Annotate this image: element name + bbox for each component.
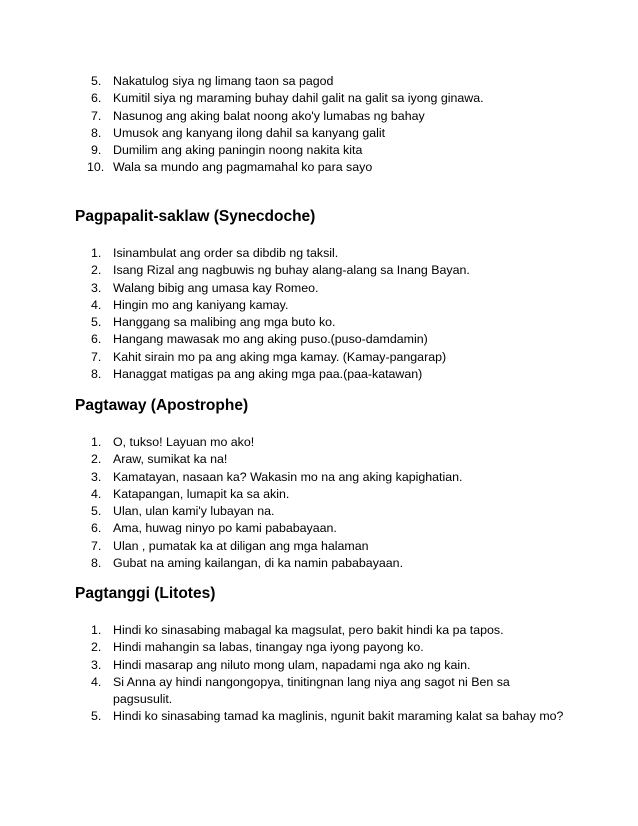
list-item xyxy=(0,142,638,159)
item-text: Isinambulat ang order sa dibdib ng taksil. xyxy=(113,246,339,260)
item-text: Ama, huwag ninyo po kami pababayaan. xyxy=(113,521,337,536)
item-text: Wala sa mundo ang pagmamahal ko para sayo xyxy=(113,160,373,175)
hyperbole-continued-list xyxy=(0,73,638,177)
litotes-list xyxy=(0,622,638,726)
item-text: Gubat na aming kailangan, di ka namin pababayaan. xyxy=(113,556,404,571)
item-text: Isang Rizal ang nagbuwis ng buhay alang-alang sa Inang Bayan. xyxy=(113,263,470,278)
list-item xyxy=(0,159,638,176)
list-item xyxy=(0,538,638,555)
item-number: 8. xyxy=(91,367,102,382)
section-heading-litotes: Pagtanggi (Litotes) xyxy=(75,585,216,602)
item-text: Walang bibig ang umasa kay Romeo. xyxy=(113,280,319,295)
item-text: Umusok ang kanyang ilong dahil sa kanyang galit xyxy=(113,125,386,140)
section-heading-synecdoche: Pagpapalit-saklaw (Synecdoche) xyxy=(75,208,316,225)
list-item xyxy=(0,245,638,262)
list-item xyxy=(0,314,638,331)
item-text: Hindi ko sinasabing tamad ka maglinis, ngunit bakit maraming kalat sa bahay mo? xyxy=(113,709,564,724)
list-item xyxy=(0,297,638,314)
list-item xyxy=(0,639,638,656)
item-number: 2. xyxy=(91,263,102,278)
list-item xyxy=(0,125,638,142)
item-text: Kahit sirain mo pa ang aking mga kamay. (Kamay-pangarap) xyxy=(113,349,447,364)
list-item xyxy=(0,349,638,366)
item-number: 7. xyxy=(91,108,102,123)
item-number: 10. xyxy=(87,160,105,175)
list-item xyxy=(0,434,638,451)
item-number: 3. xyxy=(91,657,102,672)
item-text: Nasunog ang aking balat noong ako'y lumabas ng bahay xyxy=(113,108,425,123)
list-item xyxy=(0,622,638,639)
apostrophe-list xyxy=(0,434,638,572)
item-number: 4. xyxy=(91,297,102,312)
section-heading-apostrophe: Pagtaway (Apostrophe) xyxy=(75,397,249,414)
item-number: 3. xyxy=(91,280,102,295)
list-item xyxy=(0,73,638,90)
item-text: Kumitil siya ng maraming buhay dahil galit na galit sa iyong ginawa. xyxy=(113,91,484,106)
list-item xyxy=(0,366,638,383)
item-text: Hindi mahangin sa labas, tinangay nga iyong payong ko. xyxy=(113,640,424,655)
item-number: 5. xyxy=(91,504,102,519)
item-text: Kamatayan, nasaan ka? Wakasin mo na ang aking kapighatian. xyxy=(113,469,463,484)
item-number: 1. xyxy=(91,246,102,260)
list-item xyxy=(0,674,638,709)
list-item xyxy=(0,108,638,125)
list-item xyxy=(0,280,638,297)
item-number: 2. xyxy=(91,452,102,467)
list-item xyxy=(0,486,638,503)
list-item xyxy=(0,90,638,107)
list-item xyxy=(0,331,638,348)
item-number: 4. xyxy=(91,674,102,689)
item-text: Ulan , pumatak ka at diligan ang mga halaman xyxy=(113,538,369,553)
list-item xyxy=(0,657,638,674)
item-text: Hindi ko sinasabing mabagal ka magsulat, pero bakit hindi ka pa tapos. xyxy=(113,623,504,637)
item-number: 6. xyxy=(91,91,102,106)
item-number: 5. xyxy=(91,74,102,88)
item-number: 7. xyxy=(91,538,102,553)
item-number: 3. xyxy=(91,469,102,484)
list-item xyxy=(0,555,638,572)
list-item xyxy=(0,708,638,725)
item-number: 6. xyxy=(91,332,102,347)
item-text: Ulan, ulan kami'y lubayan na. xyxy=(113,504,275,519)
item-number: 8. xyxy=(91,556,102,571)
item-number: 9. xyxy=(91,143,102,158)
item-number: 8. xyxy=(91,125,102,140)
item-number: 7. xyxy=(91,349,102,364)
item-text: Hindi masarap ang niluto mong ulam, napadami nga ako ng kain. xyxy=(113,657,471,672)
item-number: 5. xyxy=(91,315,102,330)
item-text: Hanaggat matigas pa ang aking mga paa.(paa-katawan) xyxy=(113,367,423,382)
synecdoche-list xyxy=(0,245,638,383)
list-item xyxy=(0,520,638,537)
item-text: Araw, sumikat ka na! xyxy=(113,452,228,467)
item-number: 2. xyxy=(91,640,102,655)
list-item xyxy=(0,469,638,486)
item-number: 1. xyxy=(91,435,102,449)
item-number: 4. xyxy=(91,486,102,501)
item-text: Nakatulog siya ng limang taon sa pagod xyxy=(113,74,334,88)
item-number: 5. xyxy=(91,709,102,724)
item-text: Si Anna ay hindi nangongopya, tinitingnan lang niya ang sagot ni Ben sa pagsusulit. xyxy=(113,674,510,707)
list-item xyxy=(0,451,638,468)
item-text: Hingin mo ang kaniyang kamay. xyxy=(113,297,289,312)
item-text: Hanggang sa malibing ang mga buto ko. xyxy=(113,315,336,330)
item-text: O, tukso! Layuan mo ako! xyxy=(113,435,255,449)
item-text: Katapangan, lumapit ka sa akin. xyxy=(113,486,290,501)
item-text: Hangang mawasak mo ang aking puso.(puso-damdamin) xyxy=(113,332,428,347)
item-number: 1. xyxy=(91,623,102,637)
item-number: 6. xyxy=(91,521,102,536)
item-text: Dumilim ang aking paningin noong nakita kita xyxy=(113,143,363,158)
list-item xyxy=(0,262,638,279)
list-item xyxy=(0,503,638,520)
